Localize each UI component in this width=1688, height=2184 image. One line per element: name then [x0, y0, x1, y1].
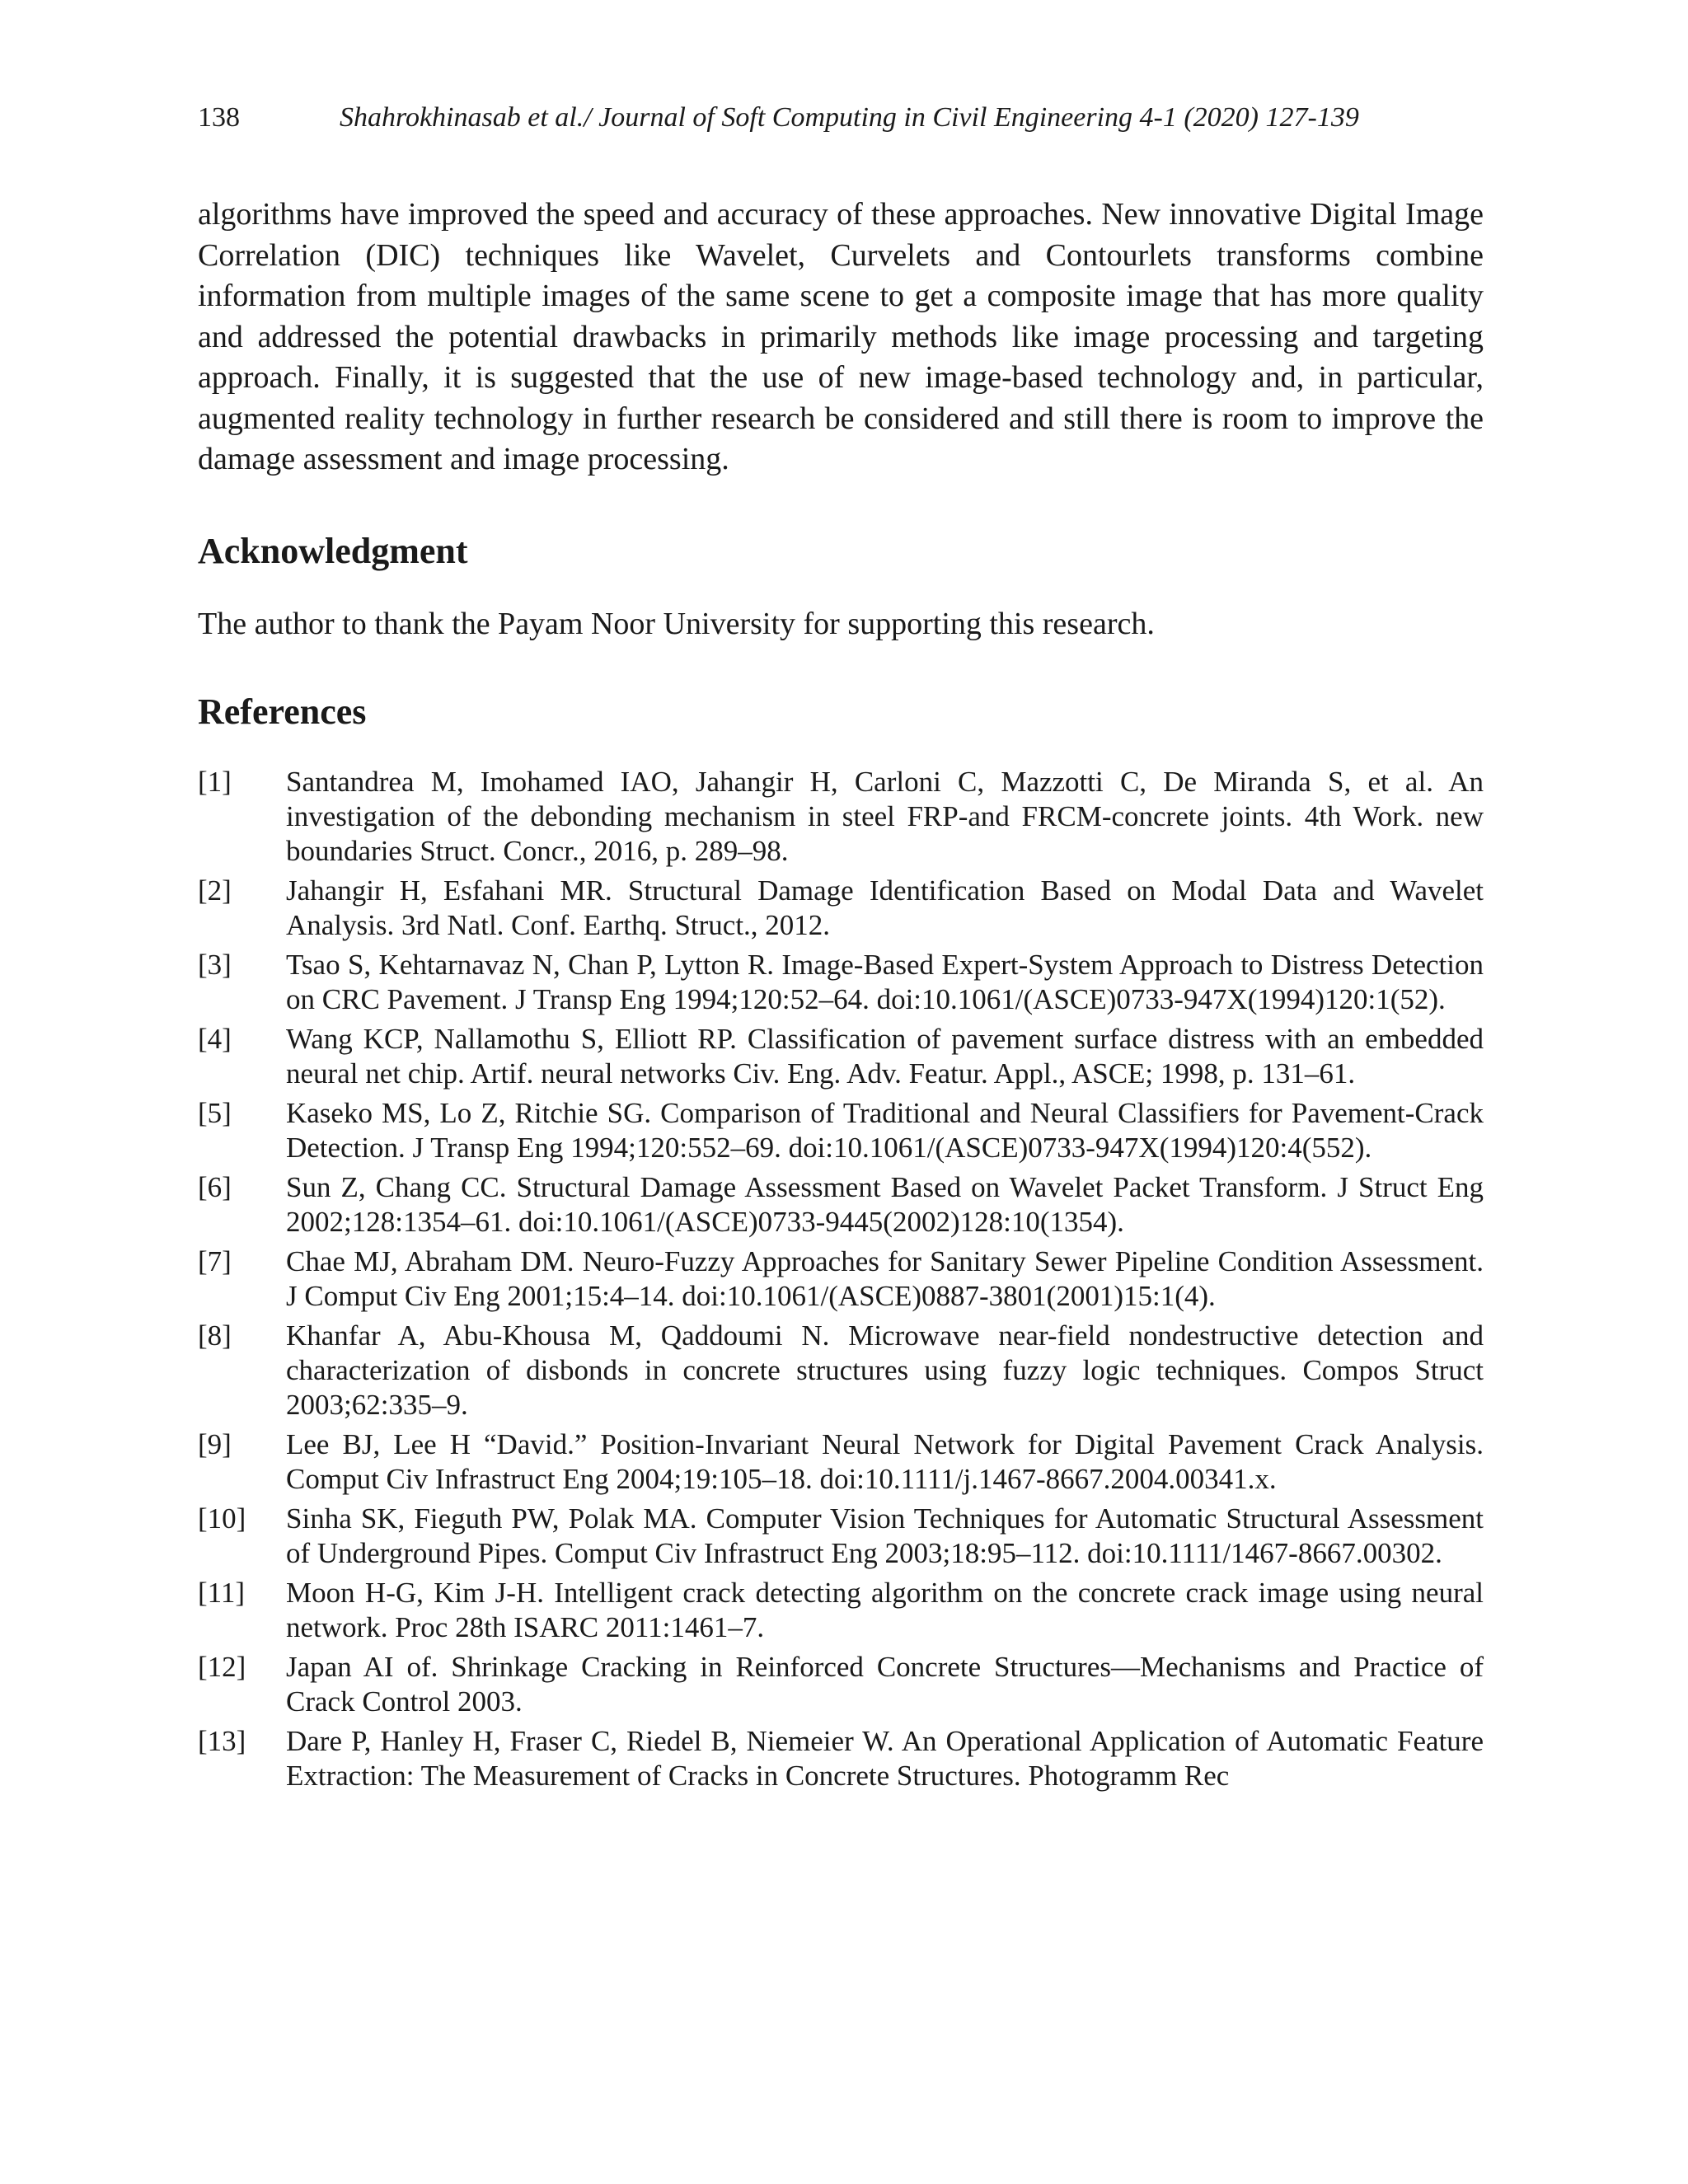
reference-text: Chae MJ, Abraham DM. Neuro-Fuzzy Approaches for Sanitary Sewer Pipeline Condition Assessment. J Comput Civ Eng 2001;15:4–14. doi:10.1061/(ASCE)0887-3801(2001)15:1(4).	[286, 1245, 1484, 1312]
reference-number: [9]	[198, 1428, 232, 1460]
reference-item	[198, 1427, 1484, 1497]
reference-item	[198, 1502, 1484, 1571]
reference-number: [12]	[198, 1651, 246, 1683]
acknowledgment-heading: Acknowledgment	[198, 530, 468, 571]
reference-number: [13]	[198, 1725, 246, 1757]
reference-number: [5]	[198, 1097, 232, 1129]
reference-text: Japan AI of. Shrinkage Cracking in Reinforced Concrete Structures—Mechanisms and Practice of Crack Control 2003.	[286, 1651, 1484, 1718]
reference-text: Jahangir H, Esfahani MR. Structural Damage Identification Based on Modal Data and Wavelet Analysis. 3rd Natl. Conf. Earthq. Struct., 2012.	[286, 874, 1484, 941]
reference-list	[198, 765, 1484, 1793]
reference-item	[198, 1096, 1484, 1165]
reference-item	[198, 1650, 1484, 1719]
reference-text: Wang KCP, Nallamothu S, Elliott RP. Classification of pavement surface distress with an embedded neural net chip. Artif. neural networks Civ. Eng. Adv. Featur. Appl., ASCE; 1998, p. 131–61.	[286, 1023, 1484, 1090]
reference-text: Kaseko MS, Lo Z, Ritchie SG. Comparison of Traditional and Neural Classifiers for Pavement-Crack Detection. J Transp Eng 1994;120:552–69. doi:10.1061/(ASCE)0733-947X(1994)120:4(552).	[286, 1097, 1484, 1164]
reference-number: [1]	[198, 766, 232, 798]
reference-text: Dare P, Hanley H, Fraser C, Riedel B, Niemeier W. An Operational Application of Automatic Feature Extraction: The Measurement of Cracks in Concrete Structures. Photogramm Rec	[286, 1725, 1484, 1792]
conclusion-paragraph: algorithms have improved the speed and accuracy of these approaches. New innovative Digital Image Correlation (DIC) techniques like Wavelet, Curvelets and Contourlets transforms combine information from multiple images of the same scene to get a composite image that has more quality and addressed the potential drawbacks in primarily methods like image processing and targeting approach. Finally, it is suggested that the use of new image-based technology and, in particular, augmented reality technology in further research be considered and still there is room to improve the damage assessment and image processing.	[198, 197, 1484, 476]
page-content	[198, 194, 1484, 1798]
reference-text: Khanfar A, Abu-Khousa M, Qaddoumi N. Microwave near-field nondestructive detection and characterization of disbonds in concrete structures using fuzzy logic techniques. Compos Struct 2003;62:335–9.	[286, 1319, 1484, 1421]
reference-number: [8]	[198, 1319, 232, 1352]
reference-item	[198, 1724, 1484, 1793]
reference-text: Sinha SK, Fieguth PW, Polak MA. Computer Vision Techniques for Automatic Structural Assessment of Underground Pipes. Comput Civ Infrastruct Eng 2003;18:95–112. doi:10.1111/1467-8667.00302.	[286, 1502, 1484, 1569]
reference-item	[198, 1022, 1484, 1091]
reference-text: Sun Z, Chang CC. Structural Damage Assessment Based on Wavelet Packet Transform. J Struct Eng 2002;128:1354–61. doi:10.1061/(ASCE)0733-9445(2002)128:10(1354).	[286, 1171, 1484, 1238]
reference-item	[198, 1244, 1484, 1314]
reference-item	[198, 874, 1484, 943]
reference-item	[198, 1576, 1484, 1645]
reference-number: [11]	[198, 1577, 246, 1609]
reference-number: [6]	[198, 1171, 232, 1203]
reference-number: [4]	[198, 1023, 232, 1055]
reference-text: Santandrea M, Imohamed IAO, Jahangir H, Carloni C, Mazzotti C, De Miranda S, et al. An investigation of the debonding mechanism in steel FRP-and FRCM-concrete joints. 4th Work. new boundaries Struct. Concr., 2016, p. 289–98.	[286, 766, 1484, 867]
reference-number: [3]	[198, 949, 232, 981]
references-heading: References	[198, 691, 367, 732]
journal-citation-line: Shahrokhinasab et al./ Journal of Soft Computing in Civil Engineering 4-1 (2020) 127-139	[340, 102, 1359, 133]
reference-text: Tsao S, Kehtarnavaz N, Chan P, Lytton R. Image-Based Expert-System Approach to Distress Detection on CRC Pavement. J Transp Eng 1994;120:52–64. doi:10.1061/(ASCE)0733-947X(1994)120:1(52).	[286, 949, 1484, 1015]
reference-item	[198, 765, 1484, 869]
reference-item	[198, 1170, 1484, 1240]
acknowledgment-text: The author to thank the Payam Noor University for supporting this research.	[198, 606, 1155, 641]
reference-number: [7]	[198, 1245, 232, 1277]
reference-item	[198, 948, 1484, 1017]
reference-number: [10]	[198, 1502, 246, 1535]
running-head	[198, 97, 1492, 138]
reference-item	[198, 1319, 1484, 1422]
reference-number: [2]	[198, 874, 232, 907]
reference-text: Lee BJ, Lee H “David.” Position-Invariant Neural Network for Digital Pavement Crack Analysis. Comput Civ Infrastruct Eng 2004;19:105–18. doi:10.1111/j.1467-8667.2004.00341.x.	[286, 1428, 1484, 1495]
page-number: 138	[198, 102, 240, 133]
reference-text: Moon H-G, Kim J-H. Intelligent crack detecting algorithm on the concrete crack image using neural network. Proc 28th ISARC 2011:1461–7.	[286, 1577, 1484, 1643]
